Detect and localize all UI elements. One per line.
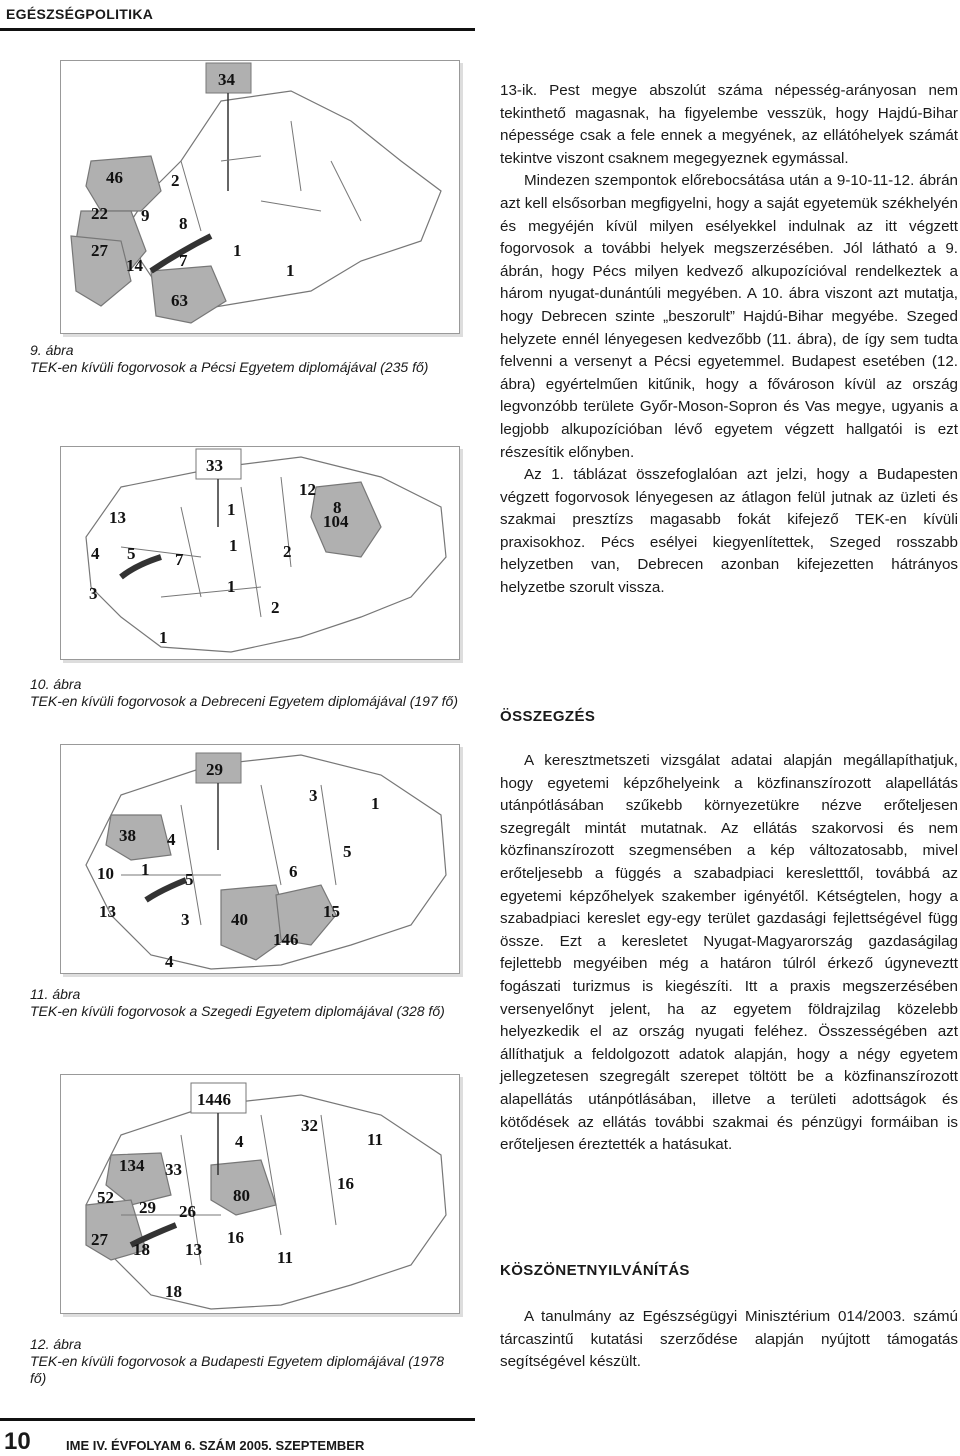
page-number: 10	[4, 1428, 31, 1455]
map-label: 40	[231, 910, 248, 929]
map-label: 8	[179, 214, 188, 233]
figure-number: 10. ábra	[30, 676, 82, 692]
map-label: 3	[89, 584, 98, 603]
figure-12-caption	[30, 1336, 462, 1387]
map-label: 16	[337, 1174, 354, 1193]
map-label: 7	[175, 550, 184, 569]
map-label: 5	[185, 870, 194, 889]
map-label: 5	[343, 842, 352, 861]
map-label: 104	[323, 512, 349, 531]
map-label: 34	[218, 70, 235, 89]
map-label: 1	[141, 860, 150, 879]
map-label: 11	[367, 1130, 384, 1149]
map-label: 2	[271, 598, 280, 617]
map-label: 7	[179, 251, 188, 270]
hungary-county-map	[61, 745, 459, 973]
map-label: 1	[159, 628, 168, 647]
map-label: 134	[119, 1156, 145, 1175]
map-label: 146	[273, 930, 299, 949]
map-label: 6	[289, 862, 298, 881]
map-label: 5	[127, 544, 136, 563]
figure-caption-text: TEK-en kívüli fogorvosok a Pécsi Egyetem diplomájával (235 fő)	[30, 359, 429, 375]
map-label: 3	[309, 786, 318, 805]
figure-caption-text: TEK-en kívüli fogorvosok a Szegedi Egyetem diplomájával (328 fő)	[30, 1003, 445, 1019]
footer-rule	[0, 1418, 475, 1421]
map-label: 15	[323, 902, 340, 921]
paragraph: Mindezen szempontok előrebocsátása után a 9-10-11-12. ábrán azt kell elsősorban megfigyelni, hogy a saját egyetemük székhelyén és megyéjén kívül milyen esélyekkel indulnak az itt végzett fogorvosok a további helyek megszerzésében. Jól látható a 9. ábrán, hogy Pécs milyen kedvező alkupozícióval rendelkeztek a három nyugat-dunántúli megyében. A 10. ábra viszont azt mutatja, hogy Debrecen szinte „beszorult” Hajdú-Bihar megyébe. Szeged helyzete ennél lényegesen kedvezőbb (11. ábra), de így sem tudta felvenni a versenyt a Pécsi egyetemmel. Budapest esetében (12. ábra) egyértelműen kitűnik, hogy a fővároson kívül az ország legvonzóbb területe Győr-Moson-Sopron és Vas megye, ugyanis a legjobb alkupozícióban lévő egyetem végzett hallgatói is ezt részesítik előnyben.	[500, 172, 958, 461]
map-label: 1446	[197, 1090, 231, 1109]
body-text-intro	[500, 80, 958, 600]
running-header	[0, 0, 960, 36]
map-label: 38	[119, 826, 136, 845]
county-region	[151, 266, 226, 323]
county-region	[86, 156, 161, 211]
acknowledgement-heading: KÖSZÖNETNYILVÁNÍTÁS	[500, 1262, 690, 1279]
map-label: 27	[91, 241, 108, 260]
paragraph: 13-ik. Pest megye abszolút száma népesség-arányosan nem tekinthető magasnak, ha figyelembe vesszük, hogy Hajdú-Bihar népessége csak a fele ennek a megyének, az ellátóhelyek számát tekintve viszont csaknem megegyeznek egymással.	[500, 82, 958, 167]
map-label: 4	[235, 1132, 244, 1151]
map-label: 16	[227, 1228, 244, 1247]
map-label: 33	[206, 456, 223, 475]
map-label: 14	[126, 256, 143, 275]
map-label: 63	[171, 291, 188, 310]
map-label: 29	[206, 760, 223, 779]
summary-text-block	[500, 750, 958, 1157]
figure-number: 12. ábra	[30, 1336, 82, 1352]
map-label: 33	[165, 1160, 182, 1179]
map-label: 46	[106, 168, 123, 187]
paragraph: Az 1. táblázat összefoglalóan azt jelzi, hogy a Budapesten végzett fogorvosok lényegesen az átlagon felül jutnak az üzleti és szakmai presztízs magasabb fokát kifejező TEK-en kívüli praxisokhoz. Pécs esélyei kiegyenlítettek, Szeged rosszabb helyzetben van, Debrecen azonban kifejezetten hátrányos helyzetbe szorult vissza.	[500, 466, 958, 597]
figure-9-caption	[30, 342, 462, 376]
map-label: 32	[301, 1116, 318, 1135]
map-label: 1	[227, 577, 236, 596]
map-label: 4	[167, 830, 176, 849]
map-label: 26	[179, 1202, 196, 1221]
summary-heading: ÖSSZEGZÉS	[500, 708, 596, 725]
map-label: 4	[91, 544, 100, 563]
figure-11-map	[60, 744, 460, 974]
map-label: 8	[333, 498, 342, 517]
figure-number: 9. ábra	[30, 342, 74, 358]
map-label: 13	[185, 1240, 202, 1259]
map-label: 2	[171, 171, 180, 190]
map-label: 22	[91, 204, 108, 223]
hungary-county-map	[61, 447, 459, 659]
map-label: 1	[371, 794, 380, 813]
figure-11-caption	[30, 986, 462, 1020]
figure-9-map	[60, 60, 460, 334]
map-label: 10	[97, 864, 114, 883]
paragraph: A tanulmány az Egészségügyi Minisztérium 014/2003. számú tárcaszintű kutatási szerződése alapján nyújtott támogatás segítségével készült.	[500, 1308, 958, 1371]
paragraph: A keresztmetszeti vizsgálat adatai alapján megállapíthatjuk, hogy egyetemi képzőhelyeink a közfinanszírozott alapellátás utánpótlásában szűkebb környezetükre nézve erőteljesen szegregált mintát mutatnak. Az ellátás szakorvosi és nem közfinanszírozott szegmensében a kép változatosabb, mivel erőteljesebb a függés a szabadpiaci keresletttől, továbbá az egyetemi képzőhelyek szakember igényétől. Kétségtelen, hogy a szabadpiaci kereslet egy-egy terület gazdasági fejlettségével függ össze. Ezt a keresletet Nyugat-Magyarország gazdaságilag fejlettebb megyéiben még a határon túlról érkező úgyneveztt fogászati turizmus is kiegészíti. Itt a praxis megszerzésében versenyelőnyt jelent, ha az egyetem földrajzilag közelebb helyezkedik el az ország nyugati feléhez. Összességében azt állíthatjuk a feldolgozott adatok alapján, hogy a négy egyetem jellegzetesen szegregált szerepet töltött be a közfinanszírozott alapellátás utánpótlásában, illetve a területi adottságok és kötődések az ellátás további szakmai és pénzügyi formáiban is erőteljesen éreztették a hatásukat.	[500, 752, 958, 1154]
figure-12-map	[60, 1074, 460, 1314]
map-label: 1	[227, 500, 236, 519]
map-label: 27	[91, 1230, 108, 1249]
map-label: 3	[181, 910, 190, 929]
county-region	[86, 457, 446, 652]
figure-10-caption	[30, 676, 462, 710]
map-label: 18	[165, 1282, 182, 1301]
map-label: 80	[233, 1186, 250, 1205]
journal-info: IME IV. ÉVFOLYAM 6. SZÁM 2005. SZEPTEMBER	[66, 1438, 365, 1453]
figure-caption-text: TEK-en kívüli fogorvosok a Budapesti Egyetem diplomájával (1978 fő)	[30, 1353, 444, 1386]
figure-number: 11. ábra	[30, 986, 81, 1002]
hungary-county-map	[61, 1075, 459, 1313]
section-header-title: EGÉSZSÉGPOLITIKA	[6, 6, 154, 22]
map-label: 4	[165, 952, 174, 971]
map-label: 2	[283, 542, 292, 561]
map-label: 9	[141, 206, 150, 225]
map-label: 1	[233, 241, 242, 260]
map-label: 11	[277, 1248, 294, 1267]
figure-10-map	[60, 446, 460, 660]
header-rule	[0, 28, 475, 31]
map-label: 1	[229, 536, 238, 555]
map-label: 12	[299, 480, 316, 499]
map-label: 18	[133, 1240, 150, 1259]
map-label: 13	[109, 508, 126, 527]
acknowledgement-text-block	[500, 1306, 958, 1374]
map-label: 1	[286, 261, 295, 280]
hungary-county-map	[61, 61, 459, 333]
figure-caption-text: TEK-en kívüli fogorvosok a Debreceni Egyetem diplomájával (197 fő)	[30, 693, 458, 709]
map-label: 13	[99, 902, 116, 921]
map-label: 52	[97, 1188, 114, 1207]
map-label: 29	[139, 1198, 156, 1217]
page-footer	[0, 1418, 960, 1455]
